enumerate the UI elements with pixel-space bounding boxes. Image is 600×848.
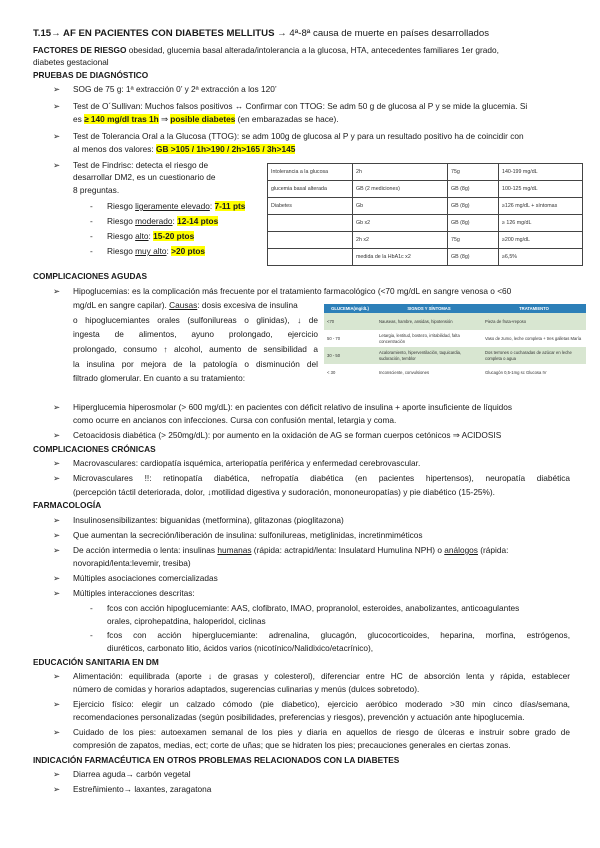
table-row xyxy=(324,330,586,347)
pharma-item: Insulinosensibilizantes: biguanidas (metformina), glitazonas (pioglitazona) xyxy=(73,515,344,525)
table-row xyxy=(324,347,586,364)
table-cell: 140-199 mg/dL xyxy=(499,164,583,181)
risk-factors: FACTORES DE RIESGO obesidad, glucemia basal alterada/intolerancia a la glucosa, HTA, antecedentes familiares 1er grado, xyxy=(33,45,499,55)
bullet-icon: ➢ xyxy=(53,458,60,468)
hypoglycemia-item-cont: ingesta de alimentos, ayuno prolongado, ejercicio xyxy=(73,329,318,339)
table-cell xyxy=(268,215,353,232)
sog-item: SOG de 75 g: 1ª extracción 0’ y 2ª extracción a los 120’ xyxy=(73,84,277,94)
hypoglycemia-item-cont: filtrado glomerular. En cuanto a su tratamiento: xyxy=(73,373,246,383)
hyperosmolar-item-cont: como ocurre en ancianos con infecciones. Cursa con confusión mental, letargia y coma. xyxy=(73,415,397,425)
table-cell: Diabetes xyxy=(268,198,353,215)
table-cell: Intolerancia a la glucosa xyxy=(268,164,353,181)
bullet-icon: ➢ xyxy=(53,515,60,525)
bullet-icon: ➢ xyxy=(53,545,60,555)
macrovascular-item: Macrovasculares: cardiopatía isquémica, arteriopatía periférica y enfermedad cerebrovascular. xyxy=(73,458,421,468)
table-cell: 75g xyxy=(448,232,499,249)
findrisc-item-cont: desarrollar DM2, es un cuestionario de xyxy=(73,172,216,182)
table-cell: 50 - 70 xyxy=(324,330,376,347)
hypoglycemia-treatment-table xyxy=(324,304,586,381)
dash-icon: - xyxy=(90,630,93,640)
hypoglycemia-item-cont: la insulina por mejora de la patología o disminución del xyxy=(73,359,318,369)
dash-icon: - xyxy=(90,216,93,226)
table-cell: Vaso de zumo, leche completa + tres galletas María xyxy=(482,330,586,347)
risk-level-item: Riesgo moderado: 12-14 ptos xyxy=(107,216,219,226)
bullet-icon: ➢ xyxy=(53,101,60,111)
constipation-item: Estreñimiento→ laxantes, zaragatona xyxy=(73,784,212,794)
exercise-item: Ejercicio físico: elegir un calzado cómodo (pie diabetico), ejercicio aeróbico moderado >30 min cinco días/semana, xyxy=(73,699,570,709)
findrisc-item-cont: 8 preguntas. xyxy=(73,185,120,195)
table-cell: medida de la HbA1c x2 xyxy=(353,249,448,266)
hypoglycemia-item-cont: prolongado, consumo ↑ alcohol, aumento de sensibilidad a xyxy=(73,344,318,354)
bullet-icon: ➢ xyxy=(53,160,60,170)
table-cell: Acaloramiento, hiperventilación, taquicardia, sudoración, temblor xyxy=(376,347,482,364)
bullet-icon: ➢ xyxy=(53,671,60,681)
diarrhea-item: Diarrea aguda→ carbón vegetal xyxy=(73,769,191,779)
table-cell xyxy=(268,249,353,266)
bullet-icon: ➢ xyxy=(53,573,60,583)
pharma-item: De acción intermedia o lenta: insulinas humanas (rápida: actrapid/lenta: Insulatard Humulina NPH) o análogos (rápida: xyxy=(73,545,509,555)
ttog-item: Test de Tolerancia Oral a la Glucosa (TTOG): se adm 100g de glucosa al P y para un resultado positivo ha de coincidir con xyxy=(73,131,524,141)
pharma-item-cont: novorapid/lenta:levemir, tresiba) xyxy=(73,558,191,568)
table-cell: GB (8g) xyxy=(448,249,499,266)
table-cell: 100-125 mg/dL xyxy=(499,181,583,198)
table-cell: ≥6,5% xyxy=(499,249,583,266)
bullet-icon: ➢ xyxy=(53,131,60,141)
table-row xyxy=(324,364,586,381)
table-cell: <70 xyxy=(324,313,376,330)
hypoglycemia-item: Hipoglucemias: es la complicación más frecuente por el tratamiento farmacológico (<70 mg/dL en sangre venosa o <60 xyxy=(73,286,512,296)
microvascular-item: Microvasculares !!: retinopatía diabética, nefropatía diabética (en pacientes hipertensos), neuropatía diabética xyxy=(73,473,570,483)
section-heading-pharmacology: FARMACOLOGÍA xyxy=(33,500,102,510)
risk-factors-cont: diabetes gestacional xyxy=(33,57,109,67)
table-cell: glucemia basal alterada xyxy=(268,181,353,198)
section-heading-acute: COMPLICACIONES AGUDAS xyxy=(33,271,148,281)
table-cell: GB (8g) xyxy=(448,198,499,215)
table-cell: 2h xyxy=(353,164,448,181)
section-heading-chronic: COMPLICACIONES CRÓNICAS xyxy=(33,444,156,454)
table-cell: Dos terrones o cucharadas de azúcar en leche completa o agua xyxy=(482,347,586,364)
table-row xyxy=(324,313,586,330)
bullet-icon: ➢ xyxy=(53,588,60,598)
hypoglycemia-item-cont: o hipoglucemiantes orales (sulfonilureas o glinidas), ↓ de xyxy=(73,315,318,325)
bullet-icon: ➢ xyxy=(53,769,60,779)
section-heading-other: INDICACIÓN FARMACÉUTICA EN OTROS PROBLEMAS RELACIONADOS CON LA DIABETES xyxy=(33,755,400,765)
hyperglycemic-drugs-cont: diuréticos, carbonato litio, ácidos varios (nicotínico/Nalidixico/etacrínico), xyxy=(107,643,374,653)
dash-icon: - xyxy=(90,246,93,256)
table-cell: 75g xyxy=(448,164,499,181)
hypoglycemic-drugs: fcos con acción hipoglucemiante: AAS, clofibrato, IMAO, propranolol, esteroides, anabolizantes, anticoagulantes xyxy=(107,603,520,613)
table-cell: Glucagón 0,5-1mg sc Glucosa IV xyxy=(482,364,586,381)
table-cell: ≥ 126 mg/dL xyxy=(499,215,583,232)
risk-level-item: Riesgo alto: 15-20 ptos xyxy=(107,231,195,241)
dash-icon: - xyxy=(90,603,93,613)
foot-care-item: Cuidado de los pies: autoexamen semanal de los pies y diaria en aquellos de riesgo de úlceras e instruir sobre grado de xyxy=(73,727,570,737)
table-cell: 30 - 50 xyxy=(324,347,376,364)
bullet-icon: ➢ xyxy=(53,473,60,483)
table-cell: Letargia, lentitud, bostezo, irritabilidad, falta concentración xyxy=(376,330,482,347)
microvascular-item-cont: (percepción táctil deteriorada, dolor, ↓motilidad digestiva y sudoración, mononeuropatías) y pie diabético (15-25%). xyxy=(73,487,495,497)
table-row xyxy=(268,164,583,181)
hyperglycemic-drugs: fcos con acción hiperglucemiante: adrenalina, glucagón, glucocorticoides, heparina, morfina, estrógenos, xyxy=(107,630,570,640)
risk-level-item: Riesgo ligeramente elevado: 7-11 pts xyxy=(107,201,246,211)
table-cell: GB (2 mediciones) xyxy=(353,181,448,198)
table-row xyxy=(268,198,583,215)
exercise-item-cont: recomendaciones personalizadas (según posibilidades, preferencias y riesgos), prevención y actuación ante hipoglucemia. xyxy=(73,712,525,722)
table-cell: Nauseas, hambre, ansidas, hipotensión xyxy=(376,313,482,330)
bullet-icon: ➢ xyxy=(53,430,60,440)
table-cell: ≥126 mg/dL + síntomas xyxy=(499,198,583,215)
table-row xyxy=(268,215,583,232)
table-row xyxy=(268,249,583,266)
table-cell xyxy=(268,232,353,249)
osullivan-item: Test de O´Sullivan: Muchos falsos positivos ↔ Confirmar con TTOG: Se adm 50 g de glucosa al P y se mide la glucemia. Si xyxy=(73,101,528,111)
table-cell: < 30 xyxy=(324,364,376,381)
table-cell: GB (8g) xyxy=(448,181,499,198)
table-cell: Gb xyxy=(353,198,448,215)
table-cell: ≥200 mg/dL xyxy=(499,232,583,249)
bullet-icon: ➢ xyxy=(53,727,60,737)
dash-icon: - xyxy=(90,231,93,241)
pharma-item: Que aumentan la secreción/liberación de insulina: sulfonilureas, metiglinidas, incretinmiméticos xyxy=(73,530,423,540)
dash-icon: - xyxy=(90,201,93,211)
table-cell: Inconsciente, convulsiones xyxy=(376,364,482,381)
hypoglycemia-item-cont: mg/dL en sangre capilar). Causas: dosis excesiva de insulina xyxy=(73,300,298,310)
bullet-icon: ➢ xyxy=(53,699,60,709)
bullet-icon: ➢ xyxy=(53,286,60,296)
hyperosmolar-item: Hiperglucemia hiperosmolar (> 600 mg/dL): en pacientes con déficit relativo de insulina + aporte insuficiente de líquidos xyxy=(73,402,513,412)
nutrition-item-cont: número de comidas y horarios adaptados, sugerencias culinarias y menús (dulces sobretodo). xyxy=(73,684,420,694)
section-heading-education: EDUCACIÓN SANITARIA EN DM xyxy=(33,657,159,667)
section-heading-diagnosis: PRUEBAS DE DIAGNÓSTICO xyxy=(33,70,149,80)
table-header: TRATAMIENTO xyxy=(482,304,586,313)
bullet-icon: ➢ xyxy=(53,84,60,94)
osullivan-item-cont: es ≥ 140 mg/dl tras 1h ⇒ posible diabetes (en embarazadas se hace). xyxy=(73,114,339,124)
table-cell: GB (8g) xyxy=(448,215,499,232)
risk-level-item: Riesgo muy alto: >20 ptos xyxy=(107,246,206,256)
foot-care-item-cont: compresión de zapatos, medias, ect; corte de uñas; que se hidraten los pies; precauciones generales en ciertas zonas. xyxy=(73,740,511,750)
table-header: GLUCEMIA(mg/dL) xyxy=(324,304,376,313)
table-cell: Gb x2 xyxy=(353,215,448,232)
bullet-icon: ➢ xyxy=(53,784,60,794)
bullet-icon: ➢ xyxy=(53,402,60,412)
hypoglycemic-drugs-cont: orales, ciprohepatdina, haloperidol, ciclinas xyxy=(107,616,266,626)
table-cell: 2h x2 xyxy=(353,232,448,249)
table-row xyxy=(268,232,583,249)
page-title: T.15→ AF EN PACIENTES CON DIABETES MELLITUS → 4ª-8ª causa de muerte en países desarrollados xyxy=(33,28,490,39)
table-header: SIGNOS Y SÍNTOMAS xyxy=(376,304,482,313)
table-row xyxy=(268,181,583,198)
findrisc-item: Test de Findrisc: detecta el riesgo de xyxy=(73,160,209,170)
ttog-item-cont: al menos dos valores: GB >105 / 1h>190 / 2h>165 / 3h>145 xyxy=(73,144,296,154)
table-header-row xyxy=(324,304,586,313)
table-cell: Pieza de fruta+reposo xyxy=(482,313,586,330)
bullet-icon: ➢ xyxy=(53,530,60,540)
nutrition-item: Alimentación: equilibrada (aporte ↓ de grasas y colesterol), diferenciar entre HC de absorción lenta y rápida, establecer xyxy=(73,671,570,681)
pharma-item: Múltiples interacciones descritas: xyxy=(73,588,195,598)
pharma-item: Múltiples asociaciones comercializadas xyxy=(73,573,218,583)
ketoacidosis-item: Cetoacidosis diabética (> 250mg/dL): por aumento en la oxidación de AG se forman cuerpos cetónicos ⇒ ACIDOSIS xyxy=(73,430,502,440)
diagnostic-criteria-table xyxy=(267,163,583,266)
